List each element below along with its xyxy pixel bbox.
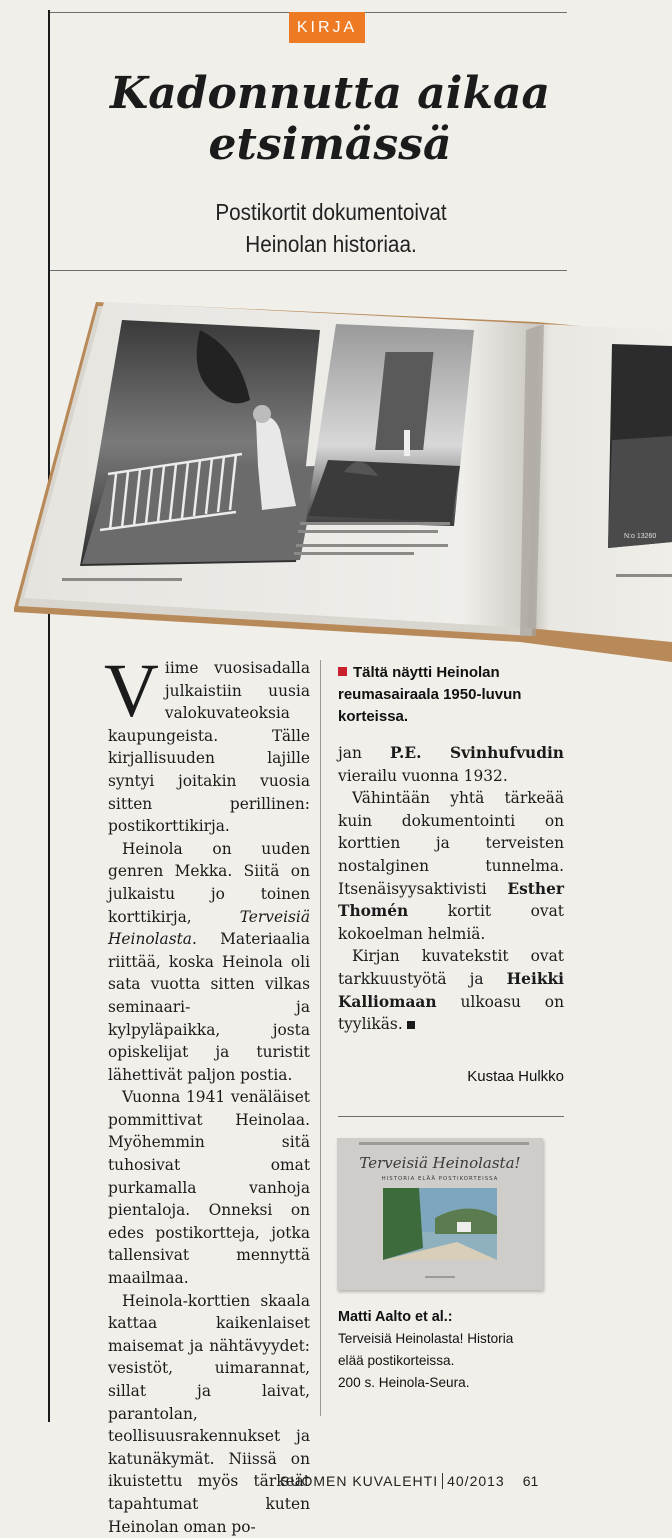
title-bottom-rule xyxy=(50,270,567,271)
paragraph-6-text-a: Vähintään yhtä tärkeää kuin dokumentointi on korttien ja terveisten nostalginen tunnelma. Itsenäisyysaktivisti xyxy=(338,789,564,898)
paragraph-7 xyxy=(338,945,564,1035)
paragraph-7-text-a: Kirjan kuvatekstit ovat tarkkuustyötä ja xyxy=(338,947,564,988)
photo-caption-text: Tältä näytti Heinolan reumasairaala 1950-luvun korteissa. xyxy=(338,664,522,725)
paragraph-3: Vuonna 1941 venäläiset pommittivat Heinolaa. Myöhemmin sitä tuhosivat omat purkamalla vanhoja pientaloja. Onneksi on edes postikortteja, jotka tallensivat mennyttä maailmaa. xyxy=(108,1088,310,1288)
open-book-photo xyxy=(0,290,672,662)
book-cover-art xyxy=(337,1138,543,1290)
paragraph-6-text-b: kortit ovat kokoelman helmiä. xyxy=(338,902,564,943)
byline: Kustaa Hulkko xyxy=(467,1068,564,1085)
paragraph-5 xyxy=(338,742,564,787)
subheadline xyxy=(87,196,575,260)
paragraph-5-text-a: jan xyxy=(338,744,390,762)
book-details: 200 s. Heinola-Seura. xyxy=(338,1375,470,1390)
headline-line-2: etsimässä xyxy=(208,119,452,170)
issue-number: 40/2013 xyxy=(447,1473,505,1489)
name-svinhufvud: P.E. Svinhufvudin xyxy=(389,744,564,762)
name-kalliomaa: Heikki Kalliomaan xyxy=(338,969,564,1011)
left-vertical-rule xyxy=(48,10,50,1422)
photo-caption xyxy=(338,662,564,728)
paragraph-7-text-b: ulkoasu on tyylikäs. xyxy=(338,992,564,1034)
cover-title: Terveisiä Heinolasta! xyxy=(359,1154,521,1172)
subheadline-line-1: Postikortit dokumentoivat xyxy=(215,199,447,225)
book-title: Terveisiä Heinolasta! Historia xyxy=(338,1331,514,1346)
paragraph-5-text-b: vierailu vuonna 1932. xyxy=(338,766,508,785)
paragraph-2-text-b: . Materiaalia riittää, koska Heinola oli sata vuotta sitten vilkas seminaari- ja kylpyläpaikka, josta opiskelijat ja turistit lähettivät paljon postia. xyxy=(108,930,310,1084)
paragraph-1-text: iime vuosisadalla julkaistiin uusia valokuvateoksia kaupungeista. Tälle kirjallisuuden lajille syntyi joitakin vuosia sitten perillinen: postikorttikirja. xyxy=(108,659,310,836)
name-thomen: Esther Thomén xyxy=(338,879,564,921)
article-column-right xyxy=(338,662,564,1036)
magazine-name: SUOMEN KUVALEHTI xyxy=(280,1473,439,1489)
book-cover-image xyxy=(337,1138,543,1290)
column-separator xyxy=(320,660,321,1416)
book-authors: Matti Aalto et al.: xyxy=(338,1309,453,1325)
headline xyxy=(70,68,590,170)
article-column-left xyxy=(104,649,310,1538)
paragraph-2-text-a: Heinola on uuden genren Mekka. Siitä on julkaistu jo toinen korttikirja, xyxy=(108,839,310,926)
headline-line-1: Kadonnutta aikaa xyxy=(109,68,551,119)
caption-square-icon xyxy=(338,667,347,676)
book-info xyxy=(338,1306,564,1394)
subheadline-line-2: Heinolan historiaa. xyxy=(245,231,417,257)
cover-subtitle: HISTORIA ELÄÄ POSTIKORTEISSA xyxy=(381,1176,499,1182)
page-number: 61 xyxy=(522,1473,539,1489)
book-box-rule xyxy=(338,1116,564,1117)
page-footer xyxy=(280,1473,580,1489)
paragraph-1 xyxy=(104,649,310,838)
book-title-continued: elää postikorteissa. xyxy=(338,1353,455,1368)
end-mark-icon xyxy=(407,1021,415,1029)
section-tag: KIRJA xyxy=(289,12,365,43)
book-title-italic: Terveisiä Heinolasta xyxy=(108,907,310,949)
paragraph-6 xyxy=(338,787,564,945)
postcard-number: N:o 13260 xyxy=(624,533,657,540)
paragraph-4: Heinola-korttien skaala kattaa kaikenlaiset maisemat ja nähtävyydet: vesistöt, uimarannat, sillat ja laivat, parantolan, teollisuusrakennukset ja katunäkymät. Niissä on ikuistettu myös tärkeät tapahtumat kuten Heinolan oman po- xyxy=(108,1291,310,1536)
footer-divider xyxy=(442,1473,443,1489)
paragraph-2 xyxy=(108,838,310,1087)
drop-cap: V xyxy=(104,649,159,733)
